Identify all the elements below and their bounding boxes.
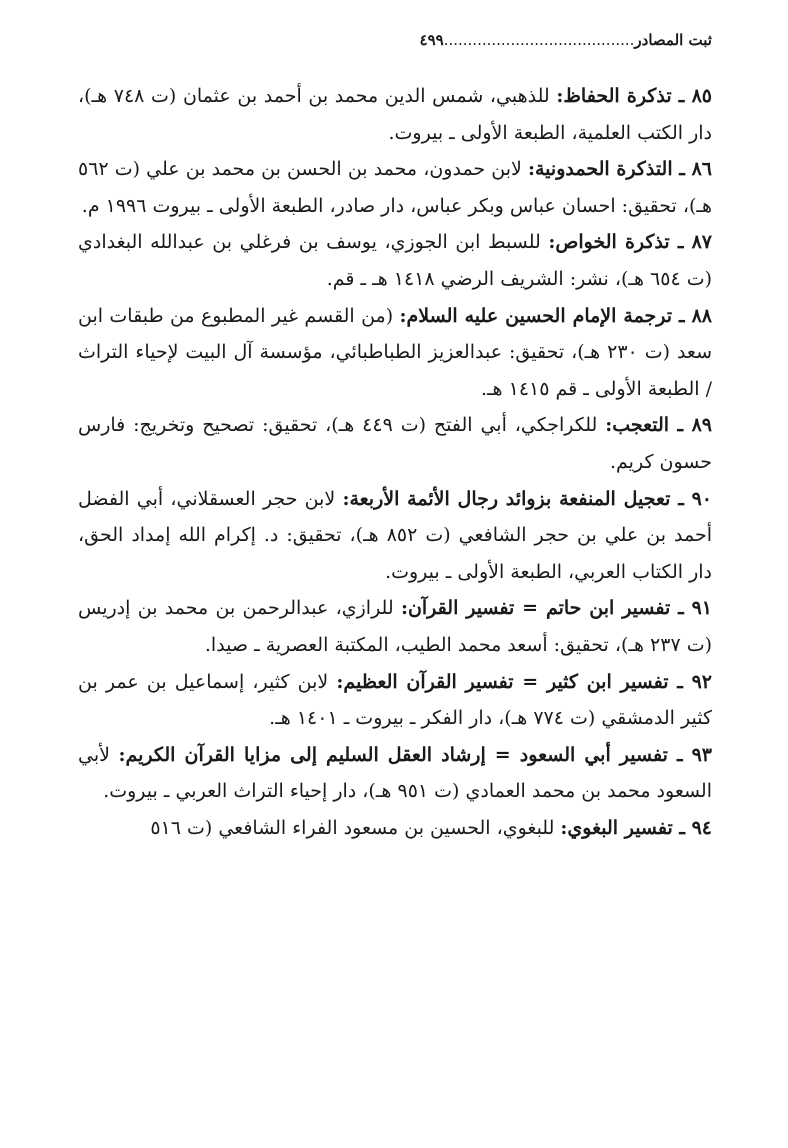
- entry-text: لابن حمدون، محمد بن الحسن بن محمد بن علي (ت ٥٦٢ هـ)، تحقيق: احسان عباس وبكر عباس، دار صادر، الطبعة الأولى ـ بيروت ١٩٩٦ م.: [78, 158, 712, 217]
- running-header: [78, 27, 712, 53]
- bibliography-entry: [78, 298, 712, 408]
- bibliography-entry: [78, 664, 712, 737]
- entry-title: ٩٢ ـ تفسير ابن كثير = تفسير القرآن العظيم:: [336, 670, 712, 693]
- bibliography-entry: [78, 78, 712, 151]
- entry-text: لأبي السعود محمد بن محمد العمادي (ت ٩٥١ هـ)، دار إحياء التراث العربي ـ بيروت.: [78, 743, 712, 803]
- bibliography-entry: [78, 151, 712, 224]
- bibliography-entry: [78, 224, 712, 297]
- entry-title: ٨٨ ـ ترجمة الإمام الحسين عليه السلام:: [399, 304, 712, 327]
- entry-text: لابن حجر العسقلاني، أبي الفضل أحمد بن علي بن حجر الشافعي (ت ٨٥٢ هـ)، تحقيق: د. إكرام الله إمداد الحق، دار الكتاب العربي، الطبعة الأولى ـ بيروت.: [78, 487, 712, 583]
- entry-text: (من القسم غير المطبوع من طبقات ابن سعد (ت ٢٣٠ هـ)، تحقيق: عبدالعزيز الطباطبائي، مؤسسة آل البيت لإحياء التراث / الطبعة الأولى ـ قم ١٤١٥ هـ.: [78, 304, 712, 400]
- bibliography-entry: [78, 737, 712, 810]
- entry-title: ٨٦ ـ التذكرة الحمدونية:: [527, 158, 712, 181]
- entry-text: للذهبي، شمس الدين محمد بن أحمد بن عثمان (ت ٧٤٨ هـ)، دار الكتب العلمية، الطبعة الأولى ـ بيروت.: [78, 85, 712, 144]
- header-title: ثبت المصادر: [634, 31, 712, 49]
- entry-title: ٨٩ ـ التعجب:: [605, 414, 713, 437]
- entry-title: ٩٣ ـ تفسير أبي السعود = إرشاد العقل السليم إلى مزايا القرآن الكريم:: [118, 743, 712, 766]
- bibliography-list: [78, 78, 712, 846]
- entry-title: ٩٤ ـ تفسير البغوي:: [560, 816, 712, 839]
- bibliography-entry: [78, 481, 712, 591]
- bibliography-entry: [78, 590, 712, 663]
- entry-title: ٩١ ـ تفسير ابن حاتم = تفسير القرآن:: [400, 597, 713, 620]
- header-leader-dots: ........................................: [443, 31, 635, 49]
- entry-title: ٩٠ ـ تعجيل المنفعة بزوائد رجال الأئمة الأربعة:: [342, 487, 712, 510]
- entry-title: ٨٥ ـ تذكرة الحفاظ:: [556, 85, 712, 107]
- entry-title: ٨٧ ـ تذكرة الخواص:: [548, 231, 712, 254]
- entry-text: للرازي، عبدالرحمن بن محمد بن إدريس (ت ٢٣٧ هـ)، تحقيق: أسعد محمد الطيب، المكتبة العصرية ـ صيدا.: [78, 597, 712, 656]
- entry-text: للكراجكي، أبي الفتح (ت ٤٤٩ هـ)، تحقيق: تصحيح وتخريج: فارس حسون كريم.: [78, 414, 712, 473]
- entry-text: للسبط ابن الجوزي، يوسف بن فرغلي بن عبدالله البغدادي (ت ٦٥٤ هـ)، نشر: الشريف الرضي ١٤١٨ هـ ـ قم.: [78, 231, 712, 290]
- entry-text: للبغوي، الحسين بن مسعود الفراء الشافعي (ت ٥١٦: [150, 816, 561, 839]
- bibliography-entry: [78, 407, 712, 480]
- page-number: ٤٩٩: [419, 31, 444, 49]
- bibliography-entry: [78, 810, 712, 847]
- entry-text: لابن كثير، إسماعيل بن عمر بن كثير الدمشقي (ت ٧٧٤ هـ)، دار الفكر ـ بيروت ـ ١٤٠١ هـ.: [78, 670, 712, 730]
